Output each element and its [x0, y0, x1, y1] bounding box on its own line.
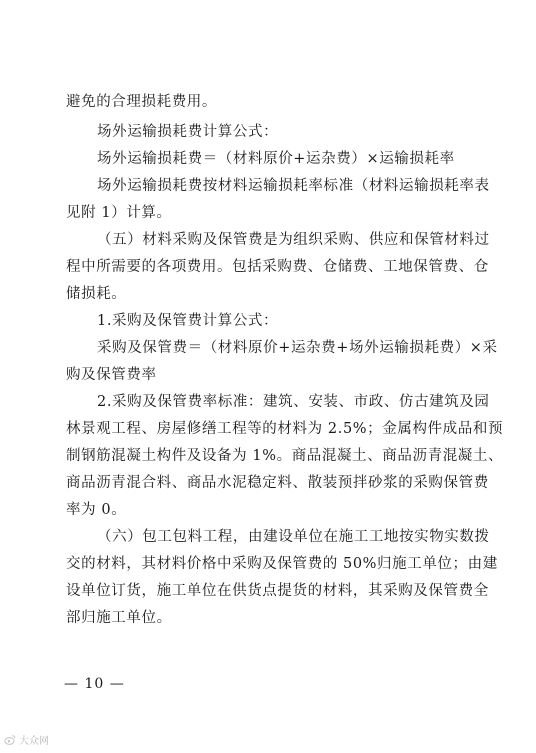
paragraph-line: 场外运输损耗费计算公式：: [97, 124, 279, 140]
paragraph-line: 率为 0。: [66, 502, 127, 518]
paragraph-line: 储损耗。: [66, 286, 127, 302]
paragraph-line: 部归施工单位。: [66, 610, 172, 626]
paragraph-line: 林景观工程、房屋修缮工程等的材料为 2.5%；金属构件成品和预: [66, 421, 504, 437]
paragraph-line: 见附 1）计算。: [66, 205, 172, 221]
watermark-text: 大众网: [19, 736, 49, 747]
formula-line: 购及保管费率: [66, 367, 157, 383]
paragraph-line: 2.采购及保管费率标准：建筑、安装、市政、仿古建筑及园: [97, 394, 490, 410]
paragraph-line: 程中所需要的各项费用。包括采购费、仓储费、工地保管费、仓: [66, 259, 489, 275]
watermark: [4, 732, 49, 747]
formula-line: 场外运输损耗费＝（材料原价+运杂费）×运输损耗率: [97, 151, 455, 167]
paragraph-line: （六）包工包料工程，由建设单位在施工工地按实物实数拨: [97, 529, 490, 545]
formula-line: 采购及保管费＝（材料原价+运杂费+场外运输损耗费）×采: [97, 340, 498, 356]
paragraph-line: 交的材料，其材料价格中采购及保管费的 50%归施工单位；由建: [66, 556, 498, 572]
paragraph-line: 场外运输损耗费按材料运输损耗率标准（材料运输损耗率表: [97, 178, 490, 194]
paragraph-line: 设单位订货，施工单位在供货点提货的材料，其采购及保管费全: [66, 583, 489, 599]
paragraph-line: 商品沥青混合料、商品水泥稳定料、散装预拌砂浆的采购保管费: [66, 475, 489, 491]
weibo-icon: [4, 734, 16, 746]
page-number: — 10 —: [64, 676, 125, 692]
paragraph-line: （五）材料采购及保管费是为组织采购、供应和保管材料过: [97, 232, 490, 248]
paragraph-line: 避免的合理损耗费用。: [66, 94, 217, 110]
heading-line: 1.采购及保管费计算公式：: [97, 313, 279, 329]
paragraph-line: 制钢筋混凝土构件及设备为 1%。商品混凝土、商品沥青混凝土、: [66, 448, 504, 464]
